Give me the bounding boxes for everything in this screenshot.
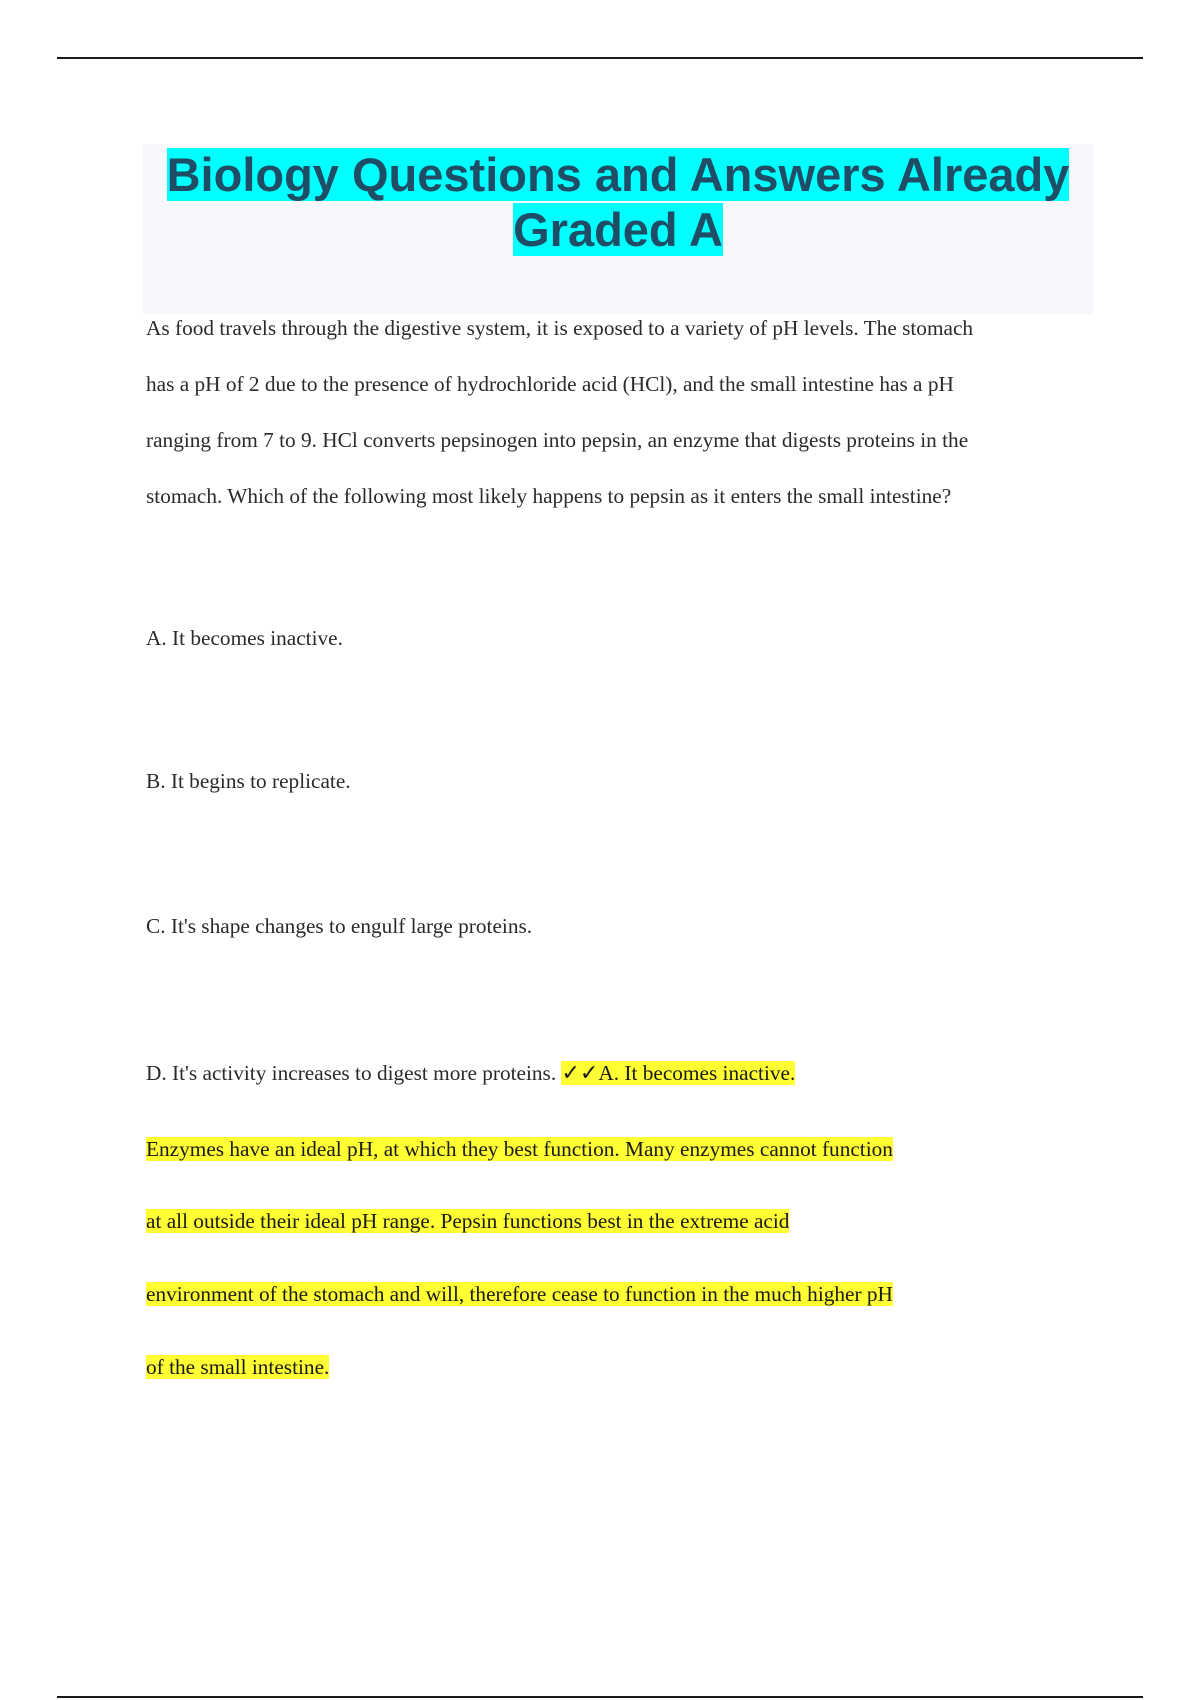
answer-text: A. It becomes inactive.	[598, 1061, 796, 1085]
question-line: has a pH of 2 due to the presence of hydrochloride acid (HCl), and the small intestine has a pH	[146, 372, 954, 396]
explanation-line	[146, 1279, 893, 1309]
title-line-2: Graded A	[513, 203, 723, 256]
explanation-text: environment of the stomach and will, therefore cease to function in the much higher pH	[146, 1282, 893, 1306]
option-b: B. It begins to replicate.	[146, 769, 351, 793]
explanation-line	[146, 1206, 789, 1236]
option-d-text: D. It's activity increases to digest more proteins.	[146, 1061, 557, 1085]
explanation-line	[146, 1352, 329, 1382]
title-box	[143, 144, 1093, 314]
explanation-text: of the small intestine.	[146, 1355, 330, 1379]
explanation-text: at all outside their ideal pH range. Pepsin functions best in the extreme acid	[146, 1209, 790, 1233]
option-c: C. It's shape changes to engulf large proteins.	[146, 914, 533, 938]
title-line-1: Biology Questions and Answers Already	[166, 148, 1070, 201]
option-a: A. It becomes inactive.	[146, 626, 343, 650]
footer-rule	[57, 1696, 1143, 1698]
header-rule	[57, 57, 1143, 59]
question-line: ranging from 7 to 9. HCl converts pepsinogen into pepsin, an enzyme that digests proteins in the	[146, 428, 969, 452]
document-title	[143, 147, 1093, 257]
question-text	[146, 300, 1096, 524]
option-d-with-answer	[146, 1058, 795, 1089]
question-line: stomach. Which of the following most likely happens to pepsin as it enters the small intestine?	[146, 484, 952, 508]
checkmark-icon: ✓✓	[561, 1061, 599, 1086]
explanation-text: Enzymes have an ideal pH, at which they best function. Many enzymes cannot function	[146, 1137, 893, 1161]
explanation-line	[146, 1134, 893, 1164]
question-line: As food travels through the digestive system, it is exposed to a variety of pH levels. The stomach	[146, 316, 974, 340]
answer-highlight	[561, 1061, 795, 1085]
